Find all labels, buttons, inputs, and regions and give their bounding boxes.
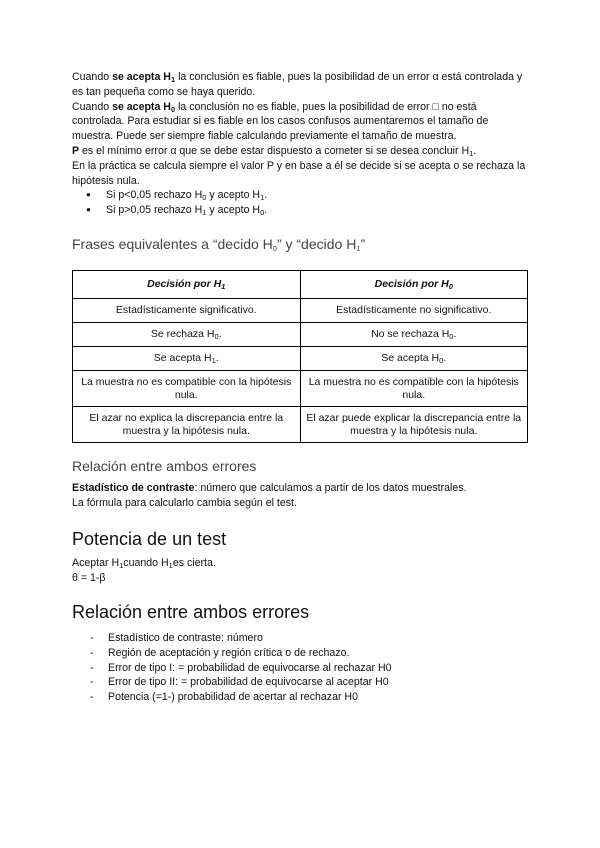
- potencia-body: [72, 556, 216, 586]
- paragraph: La fórmula para calcularlo cambia según el test.: [72, 496, 297, 509]
- subscript: 1: [469, 148, 474, 158]
- table-row: [73, 407, 528, 443]
- list-item: - Región de aceptación y región crítica o de rechazo.: [72, 646, 392, 661]
- table-row: [73, 323, 528, 347]
- table-row: [73, 299, 528, 323]
- column-header-h0: Decisión por $H_0$: [300, 271, 528, 299]
- paragraph: Aceptar $H_1cuando$ $H_1es$ cierta.: [72, 557, 216, 570]
- paragraph-accept-h0: [72, 100, 528, 144]
- table-cell: Estadísticamente significativo.: [73, 299, 301, 323]
- table-row: [73, 347, 528, 371]
- section-heading-relacion: Relación entre ambos errores: [72, 458, 257, 474]
- p-value-list: [72, 188, 528, 218]
- decision-table: [72, 270, 528, 443]
- text: Cuando: [72, 100, 113, 113]
- bold-text: se acepta $H_1$: [112, 71, 176, 84]
- table-cell: Se acepta $H_0$.: [300, 347, 528, 371]
- bold-text: se acepta $H_0$: [112, 100, 176, 114]
- list-item: - Potencia (=1-) probabilidad de acertar al rechazar H0: [72, 690, 392, 705]
- section-heading-frases: Frases equivalentes a “decido $H_0$” y “decido $H_1$”: [72, 236, 366, 253]
- table-cell: No se rechaza $H_0$.: [300, 323, 528, 347]
- bold-text: P: [72, 144, 80, 157]
- text: la conclusión es fiable, pues la posibilidad de un error α está controlada y es tan pequeña como se haya querido.: [72, 71, 523, 98]
- list-item: - Error de tipo I: = probabilidad de equivocarse al rechazar H0: [72, 661, 392, 676]
- section-heading-relacion-2: Relación entre ambos errores: [72, 602, 310, 622]
- paragraph-practice: En la práctica se calcula siempre el valor P y en base a él se decide si se acepta o se rechaza la hipótesis nula.: [72, 159, 526, 187]
- list-item: ● Si p>0,05 rechazo $H_1$ y acepto $H_0$.: [72, 203, 528, 218]
- table-header-row: [73, 271, 528, 299]
- table-row: [73, 371, 528, 407]
- formula: θ = 1-β: [72, 571, 106, 584]
- bold-text: Estadístico de contraste: [72, 482, 195, 494]
- list-item: - Estadístico de contraste: número: [72, 631, 392, 646]
- table-cell: Se acepta $H_1$.: [73, 347, 301, 371]
- paragraph-p-definition: [72, 144, 528, 159]
- table-cell: La muestra no es compatible con la hipótesis nula.: [73, 371, 301, 407]
- text: .: [473, 144, 477, 157]
- text: es el mínimo error α que se debe estar dispuesto a cometer si se desea concluir H: [79, 144, 470, 157]
- list-item: - Error de tipo II: = probabilidad de equivocarse al aceptar H0: [72, 675, 392, 690]
- text: la conclusión no es fiable, pues la posibilidad de error □ no está controlada. Para estudiar si es fiable en los casos confusos aumentaremos el tamaño de muestra. Puede ser siempre fiable calculando previamente el tamaño de muestra.: [72, 100, 489, 143]
- text: Cuando: [72, 71, 113, 83]
- table-cell: La muestra no es compatible con la hipótesis nula.: [300, 371, 528, 407]
- table-cell: El azar no explica la discrepancia entre la muestra y la hipótesis nula.: [73, 407, 301, 443]
- text: : número que calculamos a partir de los datos muestrales.: [194, 482, 467, 494]
- table-cell: El azar puede explicar la discrepancia entre la muestra y la hipótesis nula.: [300, 407, 528, 443]
- relacion-list: [72, 631, 392, 705]
- intro-section: [72, 70, 528, 218]
- table-cell: Se rechaza $H_0$.: [73, 323, 301, 347]
- table-cell: Estadísticamente no significativo.: [300, 299, 528, 323]
- column-header-h1: Decisión por $H_1$: [73, 271, 301, 299]
- relacion-body: [72, 481, 528, 511]
- section-heading-potencia: Potencia de un test: [72, 529, 227, 549]
- paragraph: [72, 481, 528, 496]
- paragraph-accept-h1: [72, 70, 528, 100]
- list-item: ● Si p<0,05 rechazo $H_0$ y acepto $H_1$.: [72, 188, 528, 203]
